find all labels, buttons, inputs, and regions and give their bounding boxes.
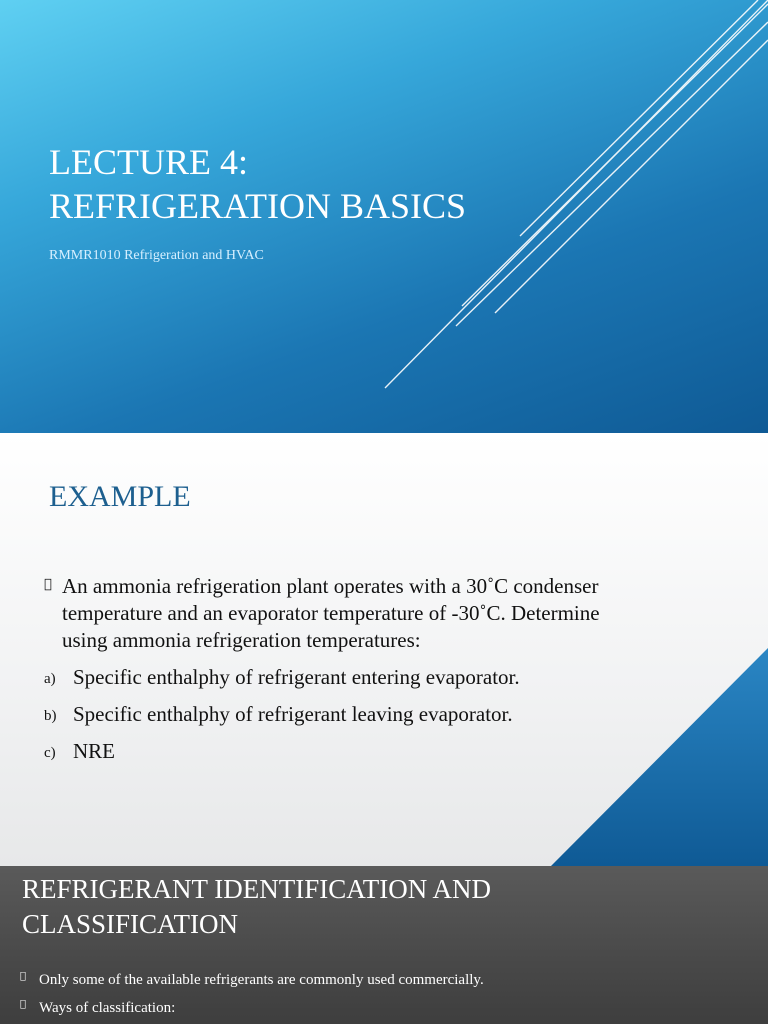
slide-title-line-1: LECTURE 4: [49,142,248,182]
problem-line-1: An ammonia refrigeration plant operates with a 30˚C condenser [62,574,599,598]
problem-line-2: temperature and an evaporator temperature of -30˚C. Determine [62,601,600,625]
slide-title-line-2: CLASSIFICATION [22,909,239,939]
list-item-text: Ways of classification: [39,1000,176,1016]
slide-title [49,140,466,228]
list-item-text: Specific enthalphy of refrigerant entering evaporator. [73,665,520,689]
list-item [44,701,664,728]
problem-statement [44,573,664,654]
list-marker: b) [44,708,57,724]
slide-title-line-2: REFRIGERATION BASICS [49,186,467,226]
slide-heading: EXAMPLE [49,480,191,513]
slide-body [44,573,664,765]
list-item-text: NRE [73,739,115,763]
list-item-text: Specific enthalphy of refrigerant leaving evaporator. [73,702,513,726]
example-slide [0,433,768,866]
problem-line-3: using ammonia refrigeration temperatures: [62,628,421,652]
list-item [44,738,664,765]
bullet-icon [20,963,26,991]
list-item [44,664,664,691]
list-item [20,966,484,994]
list-marker: c) [44,745,56,761]
bullet-icon [20,991,26,1019]
slide-title [22,872,491,942]
title-slide [0,0,768,433]
slide-title-line-1: REFRIGERANT IDENTIFICATION AND [22,874,491,904]
bullet-icon [44,571,52,598]
slide-subtitle: RMMR1010 Refrigeration and HVAC [49,248,264,263]
list-marker: a) [44,671,56,687]
list-item-text: Only some of the available refrigerants are commonly used commercially. [39,972,484,988]
list-item [20,994,484,1022]
classification-slide [0,866,768,1024]
bullet-list [20,966,484,1022]
